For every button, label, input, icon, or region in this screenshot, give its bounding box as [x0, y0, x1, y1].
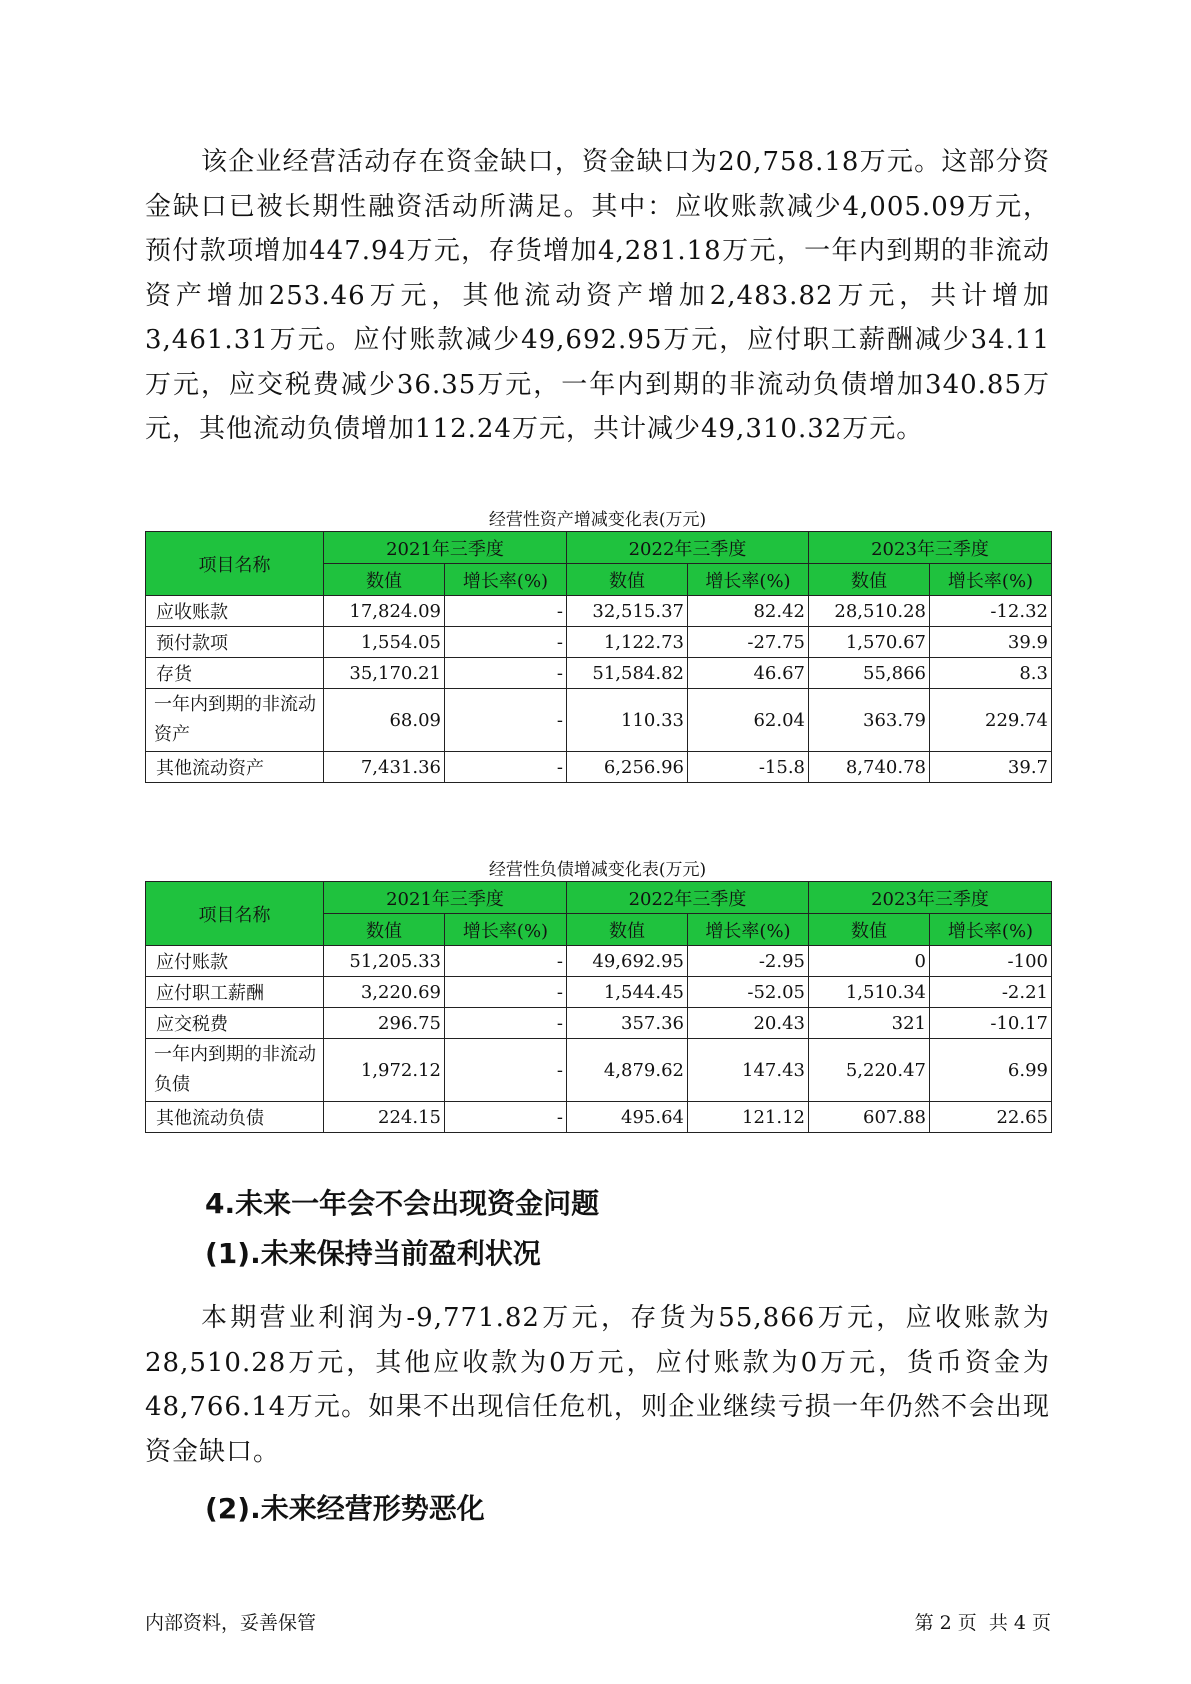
table-row — [146, 1008, 1052, 1039]
table-row — [146, 658, 1052, 689]
value-cell: 1,122.73 — [567, 627, 688, 658]
rate-cell: 62.04 — [688, 689, 809, 752]
rate-cell: 39.9 — [930, 627, 1052, 658]
rate-column-header: 增长率(%) — [930, 914, 1052, 946]
rate-cell: -2.95 — [688, 946, 809, 977]
table-row — [146, 627, 1052, 658]
rate-cell: - — [445, 689, 567, 752]
value-cell: 1,544.45 — [567, 977, 688, 1008]
rate-column-header: 增长率(%) — [445, 564, 567, 596]
rate-cell: - — [445, 1039, 567, 1102]
rate-cell: -10.17 — [930, 1008, 1052, 1039]
value-cell: 110.33 — [567, 689, 688, 752]
rate-cell: 147.43 — [688, 1039, 809, 1102]
rate-cell: 121.12 — [688, 1102, 809, 1133]
rate-cell: 8.3 — [930, 658, 1052, 689]
rate-cell: 22.65 — [930, 1102, 1052, 1133]
subsection-1-paragraph: 本期营业利润为-9,771.82万元，存货为55,866万元，应收账款为28,510.28万元，其他应收款为0万元，应付账款为0万元，货币资金为48,766.14万元。如果不出现信任危机，则企业继续亏损一年仍然不会出现资金缺口。 — [145, 1303, 1050, 1467]
value-cell: 321 — [809, 1008, 930, 1039]
value-column-header: 数值 — [324, 564, 445, 596]
subsection-2-heading: (2).未来经营形势恶化 — [205, 1492, 485, 1525]
value-column-header: 数值 — [324, 914, 445, 946]
rate-cell: -15.8 — [688, 752, 809, 783]
rate-cell: -52.05 — [688, 977, 809, 1008]
value-cell: 0 — [809, 946, 930, 977]
intro-paragraph: 该企业经营活动存在资金缺口，资金缺口为20,758.18万元。这部分资金缺口已被长期性融资活动所满足。其中：应收账款减少4,005.09万元，预付款项增加447.94万元，存货增加4,281.18万元，一年内到期的非流动资产增加253.46万元，其他流动资产增加2,483.82万元，共计增加3,461.31万元。应付账款减少49,692.95万元，应付职工薪酬减少34.11万元，应交税费减少36.35万元，一年内到期的非流动负债增加340.85万元，其他流动负债增加112.24万元，共计减少49,310.32万元。 — [145, 147, 1050, 444]
row-name: 应收账款 — [146, 596, 324, 627]
period-header-2021: 2021年三季度 — [324, 532, 567, 564]
rate-cell: - — [445, 596, 567, 627]
rate-column-header: 增长率(%) — [688, 564, 809, 596]
value-cell: 363.79 — [809, 689, 930, 752]
value-cell: 357.36 — [567, 1008, 688, 1039]
name-column-header: 项目名称 — [146, 532, 324, 596]
value-cell: 68.09 — [324, 689, 445, 752]
rate-cell: 82.42 — [688, 596, 809, 627]
value-cell: 51,205.33 — [324, 946, 445, 977]
row-name: 其他流动资产 — [146, 752, 324, 783]
rate-cell: 46.67 — [688, 658, 809, 689]
rate-cell: -12.32 — [930, 596, 1052, 627]
rate-cell: - — [445, 977, 567, 1008]
value-column-header: 数值 — [809, 914, 930, 946]
rate-cell: 6.99 — [930, 1039, 1052, 1102]
asset-change-table — [145, 531, 1052, 783]
row-name: 应付职工薪酬 — [146, 977, 324, 1008]
value-cell: 7,431.36 — [324, 752, 445, 783]
rate-column-header: 增长率(%) — [930, 564, 1052, 596]
value-column-header: 数值 — [567, 914, 688, 946]
subsection-1-heading: (1).未来保持当前盈利状况 — [205, 1237, 541, 1270]
value-cell: 1,972.12 — [324, 1039, 445, 1102]
period-header-2022: 2022年三季度 — [567, 532, 809, 564]
period-header-2022: 2022年三季度 — [567, 882, 809, 914]
value-cell: 35,170.21 — [324, 658, 445, 689]
table-row — [146, 689, 1052, 752]
value-cell: 17,824.09 — [324, 596, 445, 627]
value-cell: 28,510.28 — [809, 596, 930, 627]
footer-page-number: 第 2 页 共 4 页 — [914, 1612, 1051, 1634]
value-cell: 5,220.47 — [809, 1039, 930, 1102]
value-cell: 55,866 — [809, 658, 930, 689]
rate-cell: -27.75 — [688, 627, 809, 658]
name-column-header: 项目名称 — [146, 882, 324, 946]
rate-cell: 39.7 — [930, 752, 1052, 783]
period-header-2023: 2023年三季度 — [809, 882, 1052, 914]
value-cell: 3,220.69 — [324, 977, 445, 1008]
table-row — [146, 596, 1052, 627]
period-header-2023: 2023年三季度 — [809, 532, 1052, 564]
footer-confidential-note: 内部资料，妥善保管 — [145, 1612, 317, 1634]
value-cell: 51,584.82 — [567, 658, 688, 689]
rate-column-header: 增长率(%) — [688, 914, 809, 946]
rate-cell: -100 — [930, 946, 1052, 977]
value-cell: 607.88 — [809, 1102, 930, 1133]
value-column-header: 数值 — [567, 564, 688, 596]
value-cell: 32,515.37 — [567, 596, 688, 627]
asset-table-caption: 经营性资产增减变化表(万元) — [488, 510, 707, 530]
value-cell: 1,570.67 — [809, 627, 930, 658]
table-row — [146, 977, 1052, 1008]
row-name: 预付款项 — [146, 627, 324, 658]
rate-cell: - — [445, 658, 567, 689]
rate-cell: - — [445, 1102, 567, 1133]
rate-column-header: 增长率(%) — [445, 914, 567, 946]
table-row — [146, 752, 1052, 783]
table-row — [146, 946, 1052, 977]
rate-cell: 229.74 — [930, 689, 1052, 752]
rate-cell: - — [445, 627, 567, 658]
value-cell: 495.64 — [567, 1102, 688, 1133]
value-cell: 296.75 — [324, 1008, 445, 1039]
row-name: 其他流动负债 — [146, 1102, 324, 1133]
row-name: 应交税费 — [146, 1008, 324, 1039]
value-column-header: 数值 — [809, 564, 930, 596]
row-name: 一年内到期的非流动资产 — [146, 689, 324, 752]
rate-cell: - — [445, 946, 567, 977]
rate-cell: -2.21 — [930, 977, 1052, 1008]
value-cell: 4,879.62 — [567, 1039, 688, 1102]
row-name: 一年内到期的非流动负债 — [146, 1039, 324, 1102]
value-cell: 6,256.96 — [567, 752, 688, 783]
value-cell: 1,554.05 — [324, 627, 445, 658]
row-name: 应付账款 — [146, 946, 324, 977]
value-cell: 1,510.34 — [809, 977, 930, 1008]
value-cell: 8,740.78 — [809, 752, 930, 783]
rate-cell: - — [445, 752, 567, 783]
value-cell: 49,692.95 — [567, 946, 688, 977]
row-name: 存货 — [146, 658, 324, 689]
liability-table-caption: 经营性负债增减变化表(万元) — [488, 860, 707, 880]
value-cell: 224.15 — [324, 1102, 445, 1133]
table-row — [146, 1039, 1052, 1102]
rate-cell: - — [445, 1008, 567, 1039]
liability-change-table — [145, 881, 1052, 1133]
section-4-heading: 4.未来一年会不会出现资金问题 — [205, 1187, 600, 1220]
period-header-2021: 2021年三季度 — [324, 882, 567, 914]
table-row — [146, 1102, 1052, 1133]
rate-cell: 20.43 — [688, 1008, 809, 1039]
